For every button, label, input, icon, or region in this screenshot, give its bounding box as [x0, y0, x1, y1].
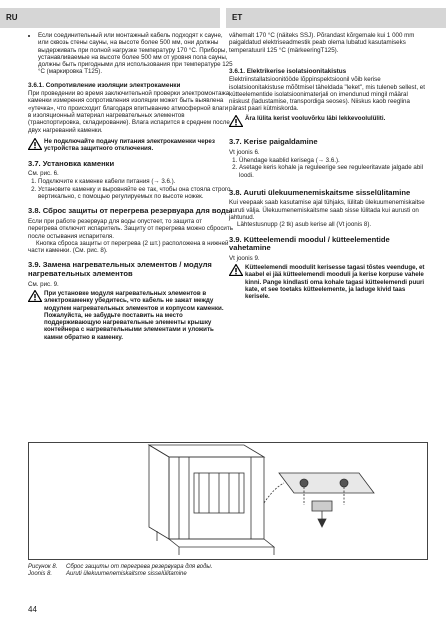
ru-s38-text1: Если при работе резервуар для воды опустеет, то защита от перегрева отключит испаритель. Защиту от перегрева можно сбросить после остывания испарителя. — [28, 217, 233, 240]
et-s37-steps — [229, 157, 427, 179]
et-s37-see: Vt joonis 6. — [229, 148, 260, 156]
ru-s39-see: См. рис. 9. — [28, 280, 59, 288]
et-s39-see: Vt joonis 9. — [229, 254, 260, 262]
warning-icon — [28, 290, 42, 302]
warning-icon — [229, 264, 243, 276]
ru-s37-steps — [28, 178, 233, 200]
et-column — [229, 32, 427, 305]
figure-8-illustration — [28, 442, 428, 560]
warning-icon — [229, 115, 243, 127]
ru-s361-warning — [28, 138, 233, 153]
et-s37-title: 3.7. Kerise paigaldamine — [229, 137, 318, 147]
et-s361-title: 3.6.1. Elektrikerise isolatsioonitakistus — [229, 67, 347, 75]
et-s39-title: 3.9. Kütteelemendi moodul / kütteelementide vahetamine — [229, 234, 390, 253]
caption-ru-text: Сброс защиты от перегрева резервуара для воды. — [66, 564, 213, 570]
caption-ru — [28, 564, 428, 571]
ru-label: RU — [6, 13, 18, 22]
ru-s38-text2: Кнопка сброса защиты от перегрева (2 шт.) расположена в нижней части каменки. (См. рис. 8). — [28, 239, 229, 255]
ru-s39-title: 3.9. Замена нагревательных элементов / модуля нагревательных элементов — [28, 260, 212, 279]
et-s361-text: Elektriinstallatsioonitööde lõppinspektsioonil võib kerise isolatsioonitakistuse mõõtmisel täheldada "leket", mis tuleneb sellest, et kütteelementide isolatsioonimaterjali on imendunud mingil määral niiskust (ladustamise, transpordiga seoses). Niiskus kaob reeglina pärast paari kütmiskorda. — [229, 76, 425, 113]
ru-s39-warning-text: При установке модуля нагревательных элементов в электрокаменку убедитесь, что кабель не зажат между модулем нагревательных элементов и корпусом каменки. Пожалуйста, не забудьте поставить на место поддерживающую нагревательные элементы крышку контейнера с нагревательными элементами и уложить камни обратно в каменку. — [44, 289, 224, 341]
ru-s37-see: См. рис. 6. — [28, 170, 59, 178]
ru-s37-title: 3.7. Установка каменки — [28, 158, 115, 168]
heater-reset-drawing — [29, 443, 427, 559]
heater-body-drawing — [149, 445, 274, 555]
et-label: ET — [232, 13, 243, 22]
et-s39-warning-text: Kütteelemendi moodulit kerisesse tagasi tõstes veenduge, et kaabel ei jää kütteelemendi mooduli ja kerise korpuse vahele kinni. Pange kindlasti oma kohale tagasi kütteelemendi puuri kate, et see toetaks kütteelemente, ja laduge kivid taas kerisele. — [245, 264, 425, 301]
et-s361-warning — [229, 115, 427, 122]
reset-button-detail — [264, 473, 374, 527]
et-language-tab — [226, 8, 446, 28]
et-s39-warning — [229, 264, 427, 300]
et-s361-warning-text: Ära lülita kerist vooluvõrku läbi lekkevoolulüliti. — [245, 114, 386, 122]
ru-s361-title: 3.6.1. Сопротивление изоляции электрокаменки — [28, 81, 181, 89]
et-s38-title: 3.8. Auruti ülekuumenemiskaitsme sisselülitamine — [229, 187, 411, 197]
ru-column — [28, 32, 233, 345]
et-s37-step: 2. Asetage keris kohale ja reguleerige see reguleeritavate jalgade abil loodi. — [239, 164, 427, 179]
caption-et-label: Joonis 8. — [28, 571, 53, 577]
ru-s37-step: 2. Установите каменку и выровняйте ее так, чтобы она стояла строго вертикально, с помощью регулируемых по высоте ножек. — [38, 186, 233, 201]
caption-ru-label: Рисунок 8. — [28, 564, 58, 570]
et-s38-text2: Lähtestusnupp (2 tk) asub kerise all (Vt joonis 8). — [237, 221, 372, 229]
ru-language-tab — [0, 8, 220, 28]
ru-s361-warning-text: Не подключайте подачу питания электрокаменки через устройства защитного отключения. — [44, 137, 215, 153]
et-s38-text1: Kui veepaak saab kasutamise ajal tühjaks, lülitab ülekuumenemiskaitse auruti välja. Ülekuumenemiskaitsme saab sisse lülitada kui aurusti on jahtunud. — [229, 199, 425, 222]
et-s37-step: 1. Ühendage kaablid kerisega (→ 3.6.). — [239, 157, 427, 164]
caption-et-text: Auruti ülekuumenemiskaitsme sisselülitamine — [66, 571, 187, 577]
caption-et — [28, 571, 428, 578]
ru-s38-title: 3.8. Сброс защиты от перегрева резервуара для воды — [28, 206, 233, 216]
warning-icon — [28, 138, 42, 150]
page-number: 44 — [28, 605, 37, 614]
et-intro-text: vähemalt 170 °C (näiteks SSJ). Põrandast kõrgemale kui 1 000 mm paigaldatud elektriseadmestik peab olema lubatud kasutamiseks temperatuuril 125 °C (märkeeringT125). — [229, 32, 415, 54]
figure-captions — [28, 564, 428, 578]
ru-intro-bullet: • Если соединительный или монтажный кабель подходят к сауне, или сквозь стены сауны, на высоте более 500 мм, они должны выдерживать при полной нагрузке температуру 170 °C. Приборы, устанавливаемые на высоте более 500 мм от уровня пола сауны, должны быть пригодными для использования при температуре 125 °C (маркировка T125). — [38, 32, 233, 76]
ru-s39-warning — [28, 290, 233, 341]
ru-s37-step: 1. Подключите к каменке кабели питания (→ 3.6.). — [38, 178, 233, 185]
ru-intro-list — [28, 32, 233, 76]
ru-s361-text: При проведении во время заключительной проверки электромонтажа каменки измерения сопротивления изоляции может быть выявлена «утечка», что происходит благодаря впитыванию атмосферной влаги в изоляционный материал нагревательных элементов (транспортировка, складирование). Влага испарится в среднем после двух нагреваний каменки. — [28, 90, 230, 134]
